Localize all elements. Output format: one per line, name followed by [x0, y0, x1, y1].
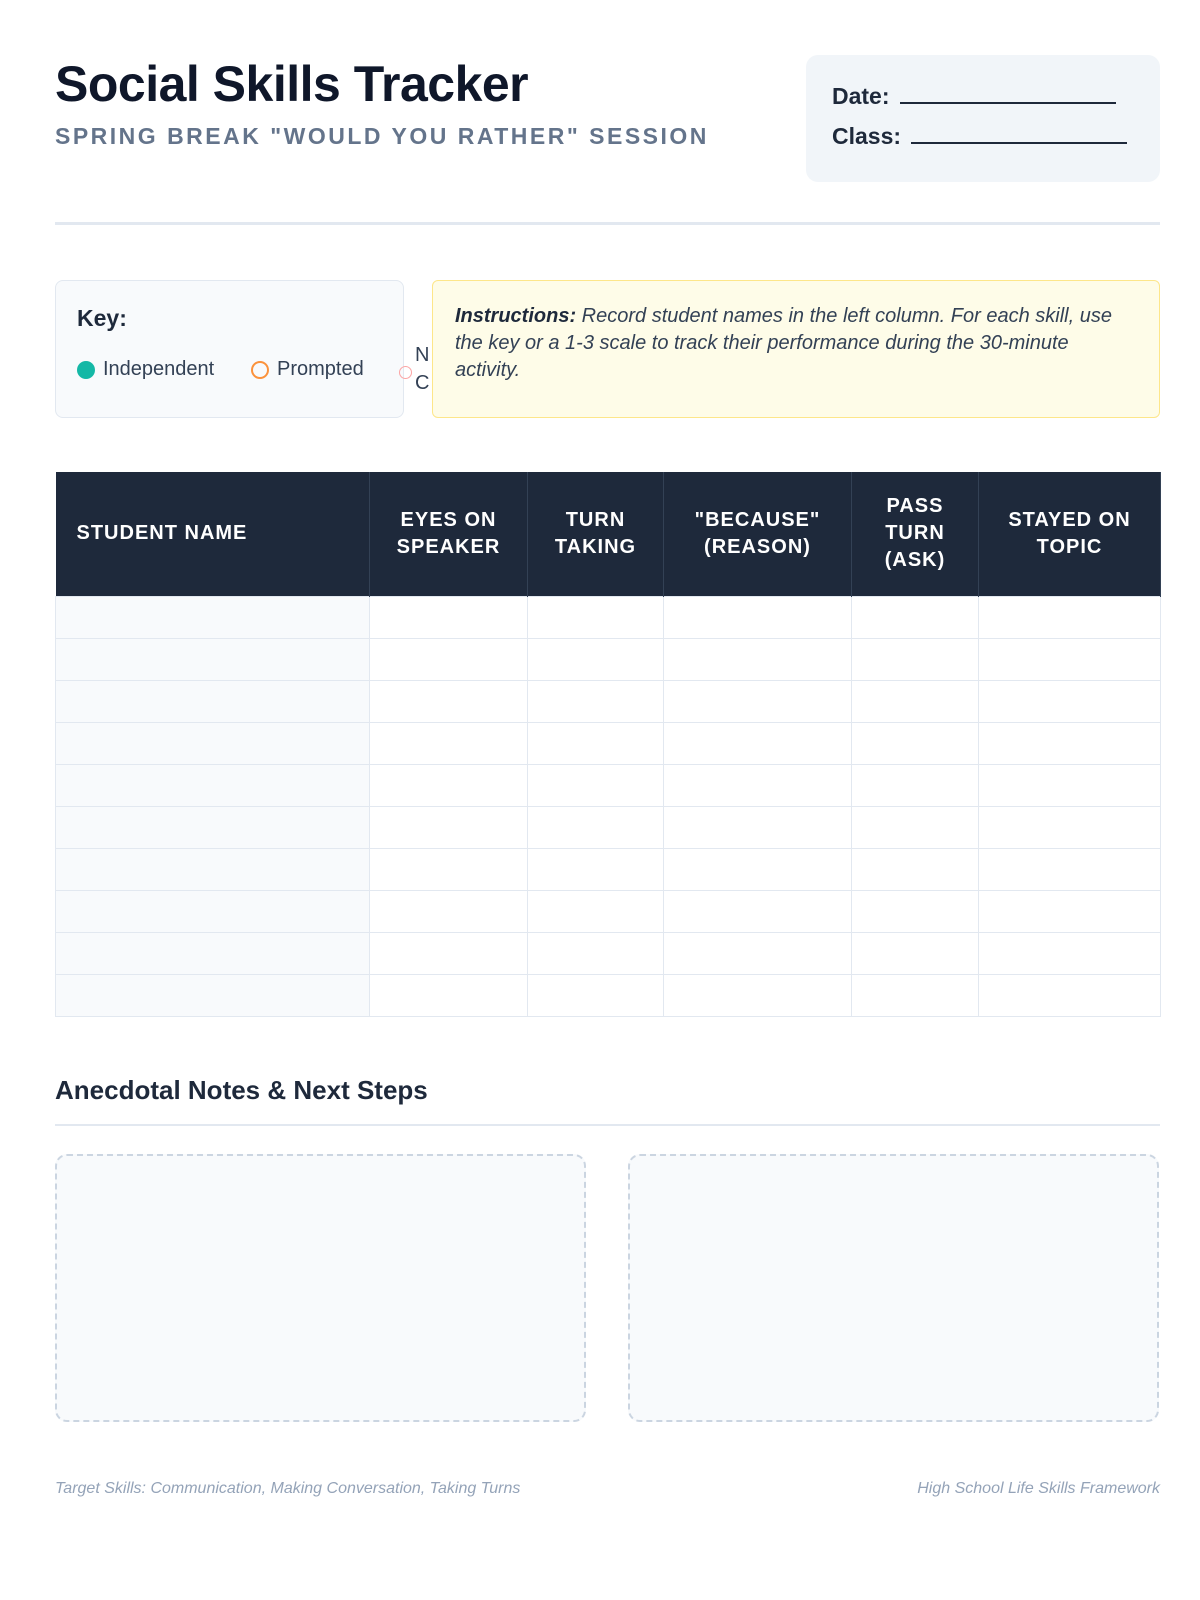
- header-divider: [55, 222, 1160, 225]
- skill-cell[interactable]: [979, 974, 1161, 1016]
- table-body: [56, 596, 1161, 1016]
- skill-cell[interactable]: [664, 974, 852, 1016]
- key-item-prompted: [251, 358, 364, 381]
- skill-cell[interactable]: [528, 974, 664, 1016]
- skill-cell[interactable]: [370, 932, 528, 974]
- instructions-lead: Instructions:: [455, 305, 577, 327]
- student-name-cell[interactable]: [56, 890, 370, 932]
- student-name-cell[interactable]: [56, 932, 370, 974]
- page-title: Social Skills Tracker: [55, 56, 529, 112]
- skill-cell[interactable]: [979, 890, 1161, 932]
- skill-cell[interactable]: [664, 722, 852, 764]
- skill-cell[interactable]: [528, 848, 664, 890]
- skill-cell[interactable]: [852, 890, 979, 932]
- table-row: [56, 806, 1161, 848]
- column-header-stayed-on-topic: STAYED ON TOPIC: [979, 472, 1161, 596]
- skill-cell[interactable]: [370, 890, 528, 932]
- skill-cell[interactable]: [664, 932, 852, 974]
- tracker-page: [55, 0, 1160, 1600]
- footer-target-skills: Target Skills: Communication, Making Conversation, Taking Turns: [55, 1480, 521, 1497]
- page-subtitle: SPRING BREAK "WOULD YOU RATHER" SESSION: [55, 123, 709, 149]
- column-header-pass-turn: PASS TURN (ASK): [852, 472, 979, 596]
- footer-framework: High School Life Skills Framework: [917, 1480, 1160, 1497]
- skill-cell[interactable]: [664, 764, 852, 806]
- filled-circle-icon: [77, 361, 95, 379]
- table-row: [56, 932, 1161, 974]
- skill-cell[interactable]: [979, 764, 1161, 806]
- skill-cell[interactable]: [664, 848, 852, 890]
- table-row: [56, 722, 1161, 764]
- skill-cell[interactable]: [852, 974, 979, 1016]
- instructions-text: Record student names in the left column. For each skill, use the key or a 1-3 scale to track their performance during the 30-minute activity.: [455, 305, 1112, 381]
- skill-cell[interactable]: [852, 806, 979, 848]
- table-row: [56, 974, 1161, 1016]
- skill-cell[interactable]: [370, 764, 528, 806]
- skill-cell[interactable]: [979, 848, 1161, 890]
- table-row: [56, 764, 1161, 806]
- skill-cell[interactable]: [370, 596, 528, 638]
- skill-cell[interactable]: [979, 680, 1161, 722]
- skill-cell[interactable]: [528, 722, 664, 764]
- skill-cell[interactable]: [852, 680, 979, 722]
- table-row: [56, 680, 1161, 722]
- tracking-table: [55, 472, 1161, 1017]
- skill-cell[interactable]: [370, 638, 528, 680]
- skill-cell[interactable]: [664, 680, 852, 722]
- date-blank[interactable]: [900, 88, 1116, 104]
- column-header-eyes-on-speaker: EYES ON SPEAKER: [370, 472, 528, 596]
- class-blank[interactable]: [911, 128, 1127, 144]
- column-header-student-name: STUDENT NAME: [56, 472, 370, 596]
- notes-divider: [55, 1124, 1160, 1126]
- date-label: Date:: [832, 83, 890, 109]
- skill-cell[interactable]: [979, 638, 1161, 680]
- skill-cell[interactable]: [528, 806, 664, 848]
- skill-cell[interactable]: [370, 680, 528, 722]
- skill-cell[interactable]: [664, 596, 852, 638]
- skill-cell[interactable]: [528, 596, 664, 638]
- student-name-cell[interactable]: [56, 596, 370, 638]
- skill-cell[interactable]: [979, 596, 1161, 638]
- key-title: Key:: [77, 305, 127, 331]
- key-box: [55, 280, 429, 418]
- student-name-cell[interactable]: [56, 680, 370, 722]
- skill-cell[interactable]: [852, 764, 979, 806]
- skill-cell[interactable]: [664, 638, 852, 680]
- class-line: [832, 123, 1127, 150]
- notes-box-right[interactable]: [628, 1154, 1159, 1422]
- skill-cell[interactable]: [528, 890, 664, 932]
- student-name-cell[interactable]: [56, 722, 370, 764]
- small-circle-icon: [399, 366, 412, 379]
- key-label-nc: NC: [415, 344, 429, 394]
- table-row: [56, 596, 1161, 638]
- student-name-cell[interactable]: [56, 848, 370, 890]
- skill-cell[interactable]: [370, 848, 528, 890]
- student-name-cell[interactable]: [56, 974, 370, 1016]
- skill-cell[interactable]: [979, 722, 1161, 764]
- skill-cell[interactable]: [852, 638, 979, 680]
- skill-cell[interactable]: [370, 722, 528, 764]
- column-header-turn-taking: TURN TAKING: [528, 472, 664, 596]
- skill-cell[interactable]: [528, 932, 664, 974]
- skill-cell[interactable]: [528, 764, 664, 806]
- skill-cell[interactable]: [852, 722, 979, 764]
- skill-cell[interactable]: [664, 806, 852, 848]
- skill-cell[interactable]: [979, 932, 1161, 974]
- table-row: [56, 848, 1161, 890]
- table-row: [56, 890, 1161, 932]
- skill-cell[interactable]: [852, 848, 979, 890]
- skill-cell[interactable]: [664, 890, 852, 932]
- skill-cell[interactable]: [370, 974, 528, 1016]
- skill-cell[interactable]: [852, 596, 979, 638]
- table-header-row: [56, 472, 1161, 596]
- notes-box-left[interactable]: [55, 1154, 586, 1422]
- table-row: [56, 638, 1161, 680]
- student-name-cell[interactable]: [56, 764, 370, 806]
- column-header-because-reason: "BECAUSE" (REASON): [664, 472, 852, 596]
- meta-box: [806, 55, 1160, 182]
- date-line: [832, 83, 1116, 110]
- skill-cell[interactable]: [979, 806, 1161, 848]
- instructions-box: [432, 280, 1160, 418]
- key-item-independent: [77, 358, 214, 381]
- key-label-prompted: Prompted: [277, 358, 364, 380]
- student-name-cell[interactable]: [56, 638, 370, 680]
- notes-title: Anecdotal Notes & Next Steps: [55, 1075, 428, 1105]
- key-label-independent: Independent: [103, 358, 215, 380]
- class-label: Class:: [832, 123, 902, 149]
- skill-cell[interactable]: [528, 638, 664, 680]
- skill-cell[interactable]: [528, 680, 664, 722]
- skill-cell[interactable]: [852, 932, 979, 974]
- student-name-cell[interactable]: [56, 806, 370, 848]
- outline-circle-icon: [251, 361, 269, 379]
- skill-cell[interactable]: [370, 806, 528, 848]
